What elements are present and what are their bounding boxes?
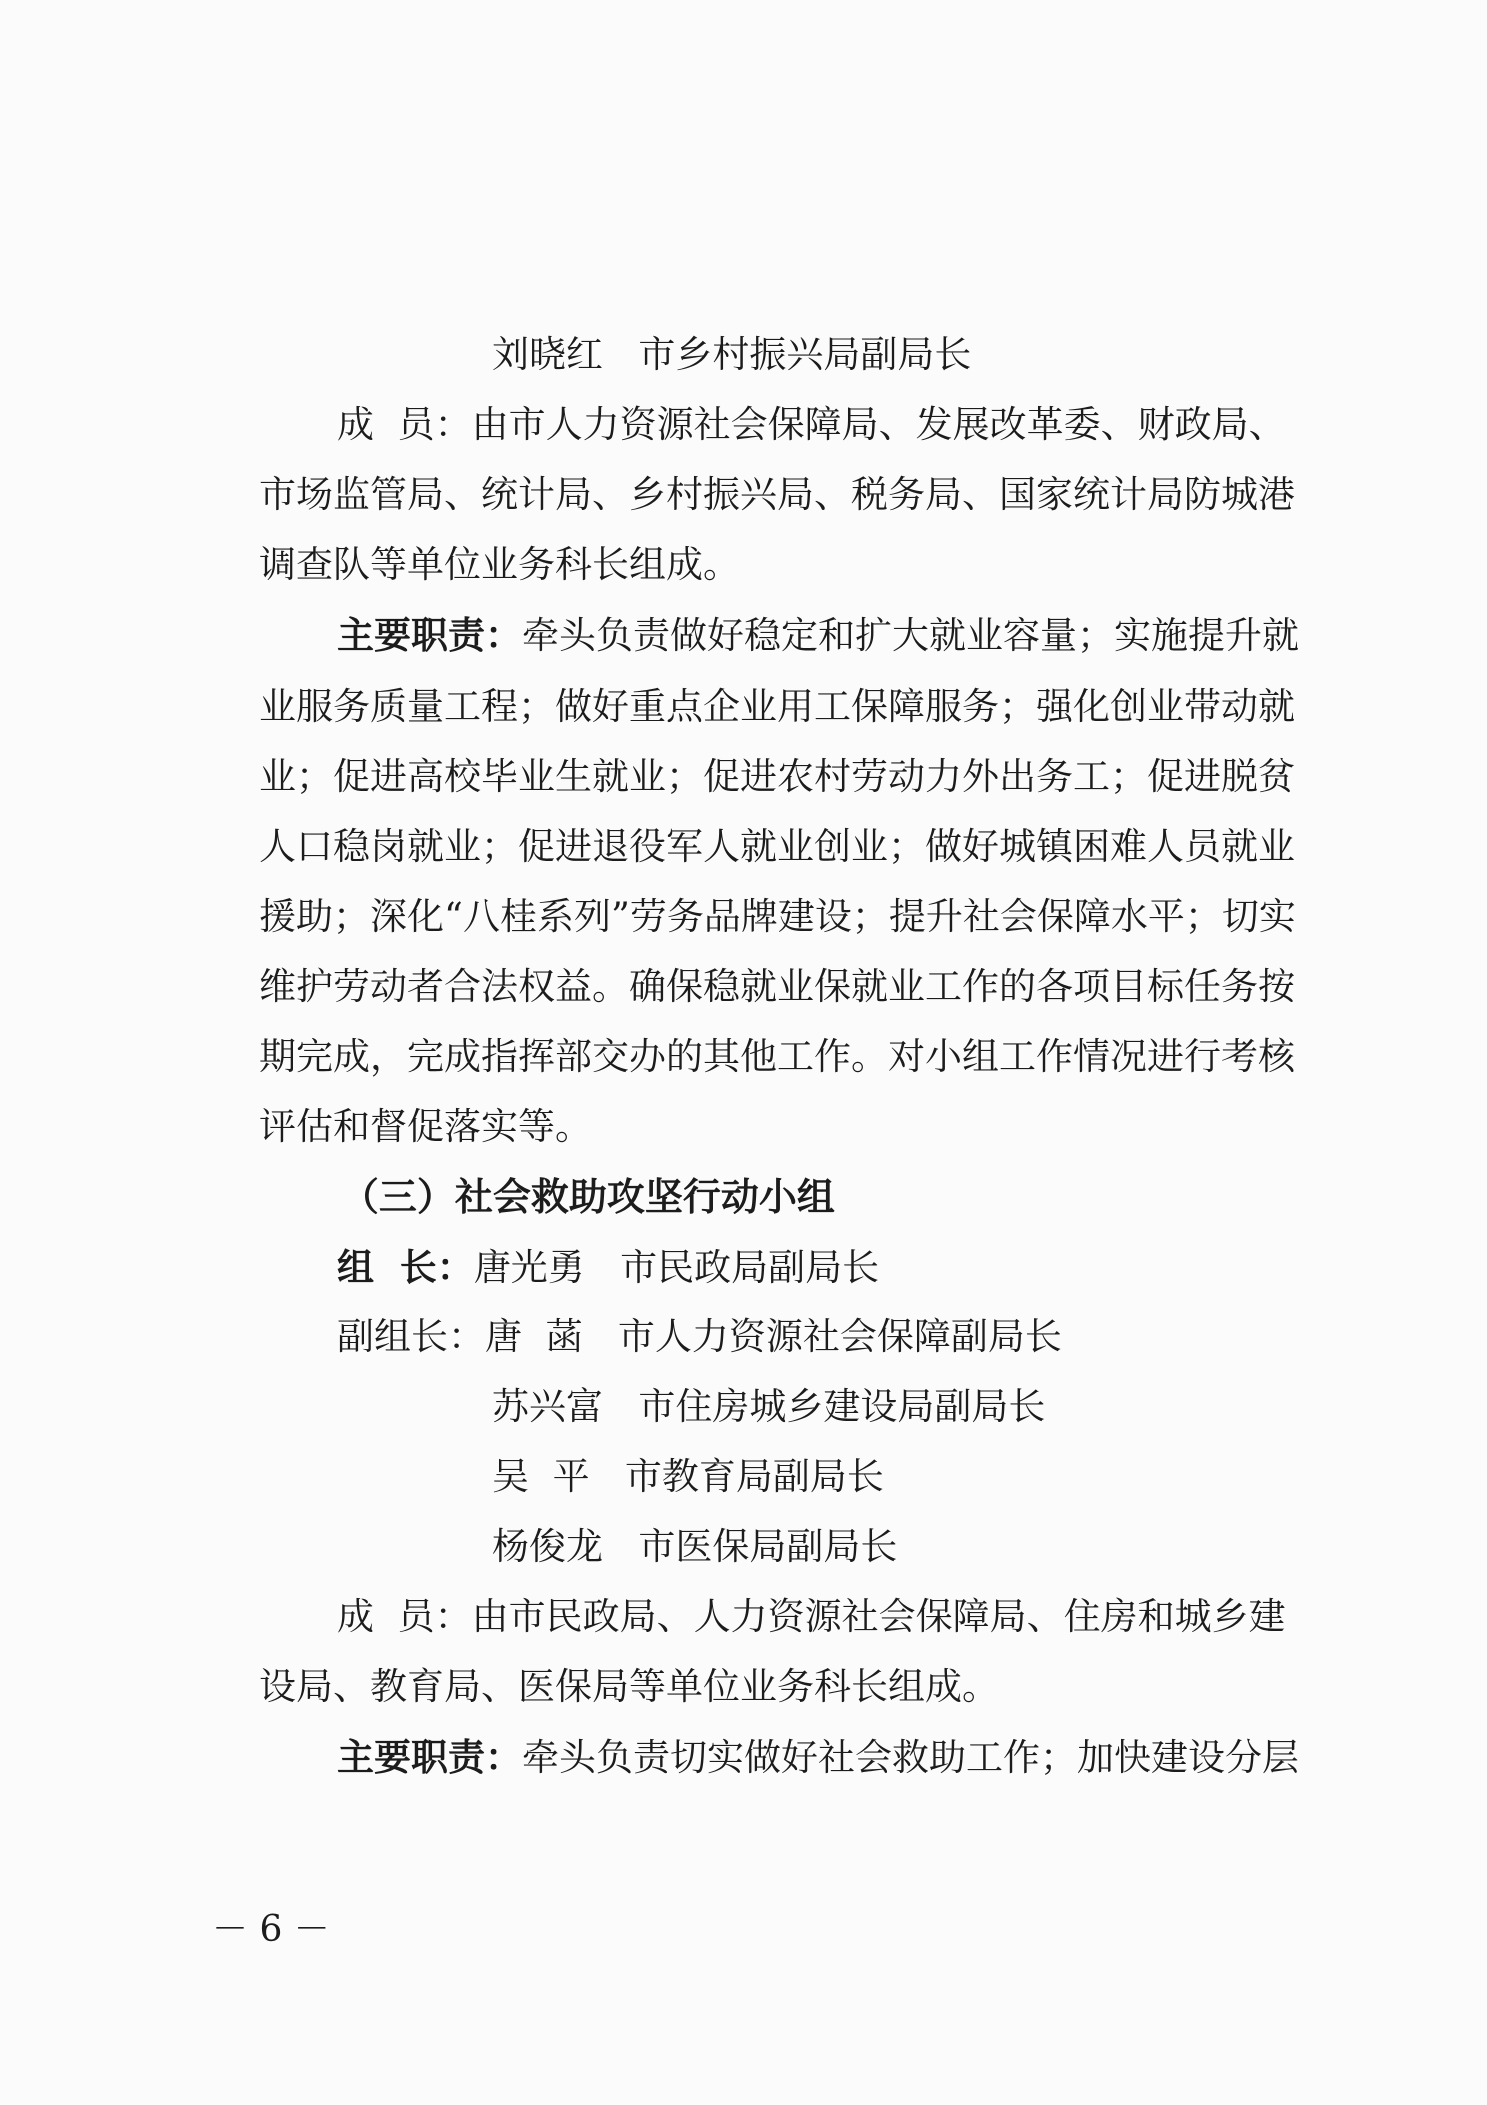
line-text: 业服务质量工程；做好重点企业用工保障服务；强化创业带动就 bbox=[259, 685, 1296, 728]
text-line bbox=[445, 1457, 898, 1568]
line-text: 牵头负责做好稳定和扩大就业容量；实施提升就 bbox=[522, 614, 1300, 657]
line-text: 吴 平 市教育局副局长 bbox=[492, 1455, 884, 1498]
text-line bbox=[290, 1177, 880, 1289]
text-line bbox=[445, 1387, 884, 1498]
text-line bbox=[290, 1667, 1300, 1779]
text-line bbox=[212, 405, 1296, 516]
page-number: － 6 － bbox=[212, 1909, 330, 1950]
line-text: 业；促进高校毕业生就业；促进农村劳动力外出务工；促进脱贫 bbox=[259, 755, 1296, 798]
line-text: 成 员：由市民政局、人力资源社会保障局、住房和城乡建 bbox=[337, 1595, 1286, 1638]
line-text: 苏兴富 市住房城乡建设局副局长 bbox=[492, 1385, 1046, 1428]
line-text: 人口稳岗就业；促进退役军人就业创业；做好城镇困难人员就业 bbox=[259, 825, 1296, 868]
text-line bbox=[212, 617, 1296, 728]
line-label: 副组长： bbox=[337, 1315, 486, 1358]
text-line bbox=[445, 1317, 1046, 1428]
text-line bbox=[445, 265, 972, 376]
line-text: 设局、教育局、医保局等单位业务科长组成。 bbox=[259, 1665, 1000, 1708]
text-line bbox=[290, 545, 1300, 657]
text-line bbox=[212, 897, 1296, 1008]
section-heading bbox=[288, 1107, 835, 1219]
line-text: 唐光勇 市民政局副局长 bbox=[473, 1246, 880, 1289]
text-line bbox=[212, 475, 741, 586]
line-text: 杨俊龙 市医保局副局长 bbox=[492, 1525, 898, 1568]
text-line bbox=[212, 757, 1296, 868]
line-text: 刘晓红 市乡村振兴局副局长 bbox=[492, 333, 972, 376]
line-label: 组 长： bbox=[337, 1245, 474, 1289]
line-text: 唐 菡 市人力资源社会保障副局长 bbox=[485, 1315, 1062, 1358]
text-line bbox=[212, 687, 1296, 798]
line-text: 牵头负责切实做好社会救助工作；加快建设分层 bbox=[522, 1736, 1300, 1779]
line-label: 主要职责： bbox=[337, 1735, 523, 1779]
text-line bbox=[290, 1247, 1062, 1358]
line-text: 调查队等单位业务科长组成。 bbox=[259, 543, 741, 586]
line-label: 主要职责： bbox=[337, 613, 523, 657]
text-line bbox=[290, 1527, 1286, 1638]
text-line bbox=[290, 335, 1286, 446]
line-text: 成 员：由市人力资源社会保障局、发展改革委、财政局、 bbox=[337, 403, 1286, 446]
line-text: 维护劳动者合法权益。确保稳就业保就业工作的各项目标任务按 bbox=[259, 965, 1296, 1008]
text-line bbox=[212, 967, 1296, 1078]
text-line bbox=[212, 1037, 593, 1148]
heading-text: （三）社会救助攻坚行动小组 bbox=[340, 1174, 835, 1219]
text-line bbox=[212, 827, 1296, 938]
line-text: 市场监管局、统计局、乡村振兴局、税务局、国家统计局防城港 bbox=[259, 473, 1296, 516]
line-text: 评估和督促落实等。 bbox=[259, 1105, 593, 1148]
text-line bbox=[212, 1597, 1000, 1708]
line-text: 期完成，完成指挥部交办的其他工作。对小组工作情况进行考核 bbox=[259, 1035, 1296, 1078]
line-text: 援助；深化“八桂系列”劳务品牌建设；提升社会保障水平；切实 bbox=[259, 895, 1296, 938]
